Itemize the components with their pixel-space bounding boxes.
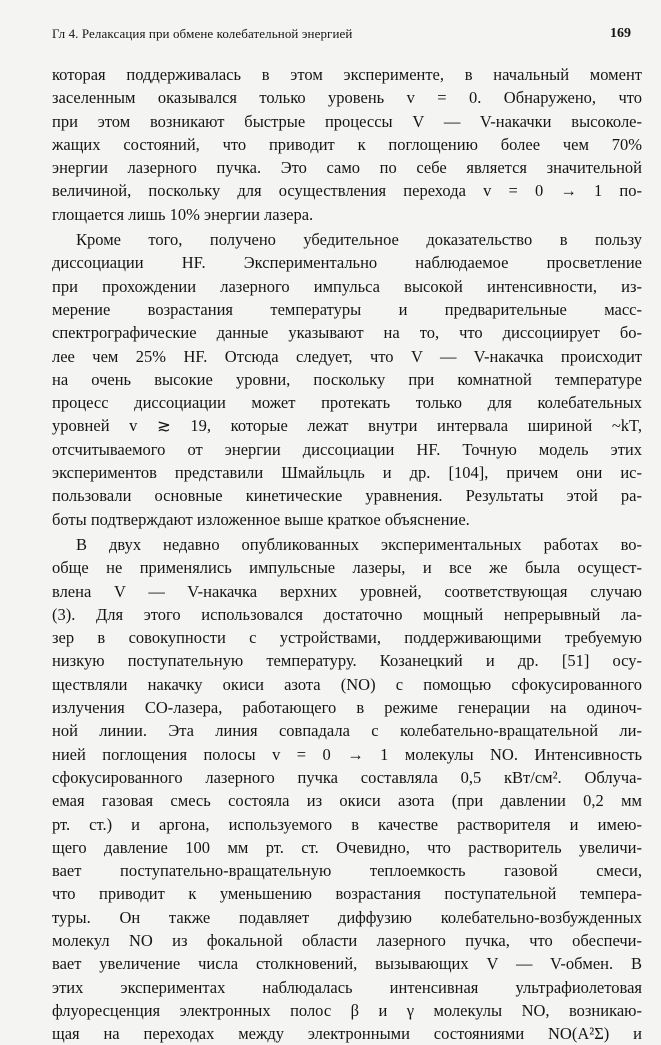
text-line: зер в совокупности с устройствами, поддерживающими требуемую	[52, 628, 642, 648]
paragraph	[52, 63, 642, 226]
text-line: уровней v ≳ 19, которые лежат внутри интервала шириной ~kT,	[52, 416, 642, 436]
text-line: (3). Для этого использовался достаточно мощный непрерывный ла-	[52, 604, 642, 624]
text-line: при прохождении лазерного импульса высокой интенсивности, из-	[52, 276, 642, 296]
text-line: боты подтверждают изложенное выше краткое объяснение.	[52, 509, 470, 529]
paragraph	[52, 228, 642, 531]
text-line: процесс диссоциации может протекать только для колебательных	[52, 393, 642, 413]
text-line: низкую поступательную температуру. Козанецкий и др. [51] осу-	[52, 651, 642, 671]
text-line: туры. Он также подавляет диффузию колебательно-возбужденных	[52, 907, 642, 927]
text-line: щего давление 100 мм рт. ст. Очевидно, что растворитель увеличи-	[52, 837, 642, 857]
chapter-title: Гл 4. Релаксация при обмене колебательной энергией	[52, 26, 353, 41]
text-line: жащих состояний, что приводит к поглощению более чем 70%	[52, 134, 642, 154]
text-line: на очень высокие уровни, поскольку при комнатной температуре	[52, 369, 642, 389]
text-line: этих экспериментах наблюдалась интенсивная ультрафиолетовая	[52, 977, 642, 997]
text-line: вает увеличение числа столкновений, вызывающих V — V-обмен. В	[52, 954, 642, 974]
text-line: вает поступательно-вращательную теплоемкость газовой смеси,	[52, 861, 642, 881]
text-line: молекул NO из фокальной области лазерного пучка, что обеспечи-	[52, 930, 642, 950]
text-line: экспериментов представили Шмайльцль и др. [104], причем они ис-	[52, 463, 642, 483]
paragraph	[52, 533, 642, 1045]
text-line: рт. ст.) и аргона, используемого в качестве растворителя и имею-	[52, 814, 642, 834]
text-line: ной линии. Эта линия совпадала с колебательно-вращательной ли-	[52, 721, 642, 741]
text-line: щая на переходах между электронными состояниями NO(A²Σ) и	[52, 1024, 642, 1044]
text-line: ществляли накачку окиси азота (NO) с помощью сфокусированного	[52, 674, 642, 694]
text-line: пользовали основные кинетические уравнения. Результаты этой ра-	[52, 486, 642, 506]
running-header	[52, 24, 631, 44]
text-line: при этом возникают быстрые процессы V — V-накачки высоколе-	[52, 111, 642, 131]
page-number: 169	[610, 26, 631, 41]
text-line: величиной, поскольку для осуществления перехода v = 0 → 1 по-	[52, 181, 642, 201]
text-line: что приводит к уменьшению возрастания поступательной темпера-	[52, 884, 642, 904]
text-line: энергии лазерного пучка. Это само по себе является значительной	[52, 158, 642, 178]
text-line: емая газовая смесь состояла из окиси азота (при давлении 0,2 мм	[52, 791, 642, 811]
text-line: диссоциации HF. Экспериментально наблюдаемое просветление	[52, 253, 642, 273]
body-text	[52, 63, 642, 1045]
text-line: обще не применялись импульсные лазеры, и все же была осущест-	[52, 558, 642, 578]
text-line: которая поддерживалась в этом эксперименте, в начальный момент	[52, 65, 642, 84]
text-line: Кроме того, получено убедительное доказательство в пользу	[76, 230, 642, 250]
text-line: мерение возрастания температуры и предварительные масс-	[52, 299, 642, 319]
text-line: сфокусированного лазерного пучка составляла 0,5 кВт/см². Облуча-	[52, 767, 642, 787]
text-line: лее чем 25% HF. Отсюда следует, что V — V-накачка происходит	[52, 346, 642, 366]
text-line: заселенным оказывался только уровень v = 0. Обнаружено, что	[52, 88, 642, 108]
text-line: излучения СО-лазера, работающего в режиме генерации на одиноч-	[52, 698, 642, 718]
text-line: нией поглощения полосы v = 0 → 1 молекулы NO. Интенсивность	[52, 744, 642, 764]
text-line: флуоресценция электронных полос β и γ молекулы NO, возникаю-	[52, 1000, 642, 1020]
text-line: В двух недавно опубликованных экспериментальных работах во-	[76, 534, 642, 554]
text-line: спектрографические данные указывают на то, что диссоциирует бо-	[52, 323, 642, 343]
text-line: глощается лишь 10% энергии лазера.	[52, 204, 314, 224]
text-line: влена V — V-накачка верхних уровней, соответствующая случаю	[52, 581, 642, 601]
text-line: отсчитываемого от энергии диссоциации HF. Точную модель этих	[52, 439, 642, 459]
